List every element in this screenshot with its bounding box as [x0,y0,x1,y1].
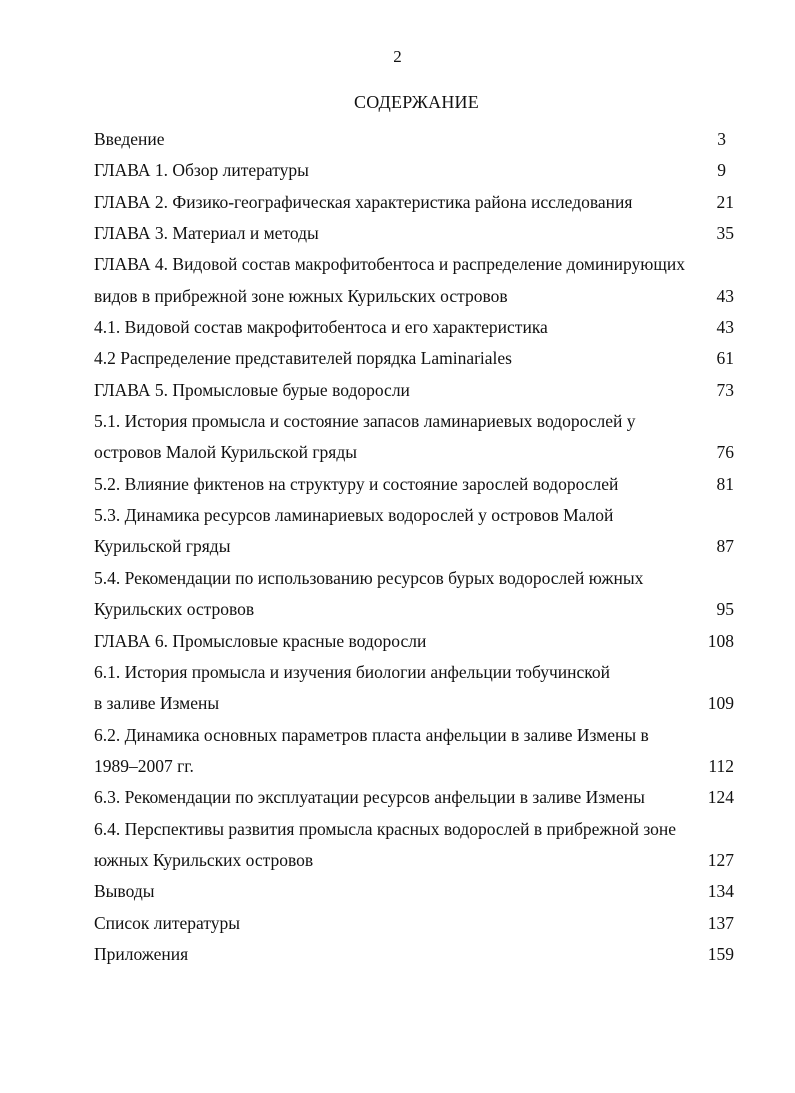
toc-entry-label: Приложения [94,943,189,964]
toc-entry-label: ГЛАВА 6. Промысловые красные водоросли [94,630,427,651]
toc-entry-page: 61 [716,348,734,369]
toc-entry-page: 9 [717,160,726,181]
toc-entry-label: ГЛАВА 2. Физико-географическая характеристика района исследования [94,191,633,212]
toc-entry-page: 3 [717,129,726,149]
toc-entry [94,249,734,280]
toc-entry [94,469,734,500]
toc-entry-page: 43 [716,317,734,338]
toc-entry-page: 124 [707,787,734,808]
toc-entry-label: южных Курильских островов [94,849,314,870]
toc-entry-page: 134 [707,881,734,902]
toc-entry-label: 4.2 Распределение представителей порядка Laminariales [94,348,512,369]
toc-entry-page: 87 [716,536,734,557]
toc-entry-page: 127 [707,849,734,870]
toc-entry [94,657,734,688]
toc-entry-label: 5.2. Влияние фиктенов на структуру и состояние зарослей водорослей [94,473,619,494]
toc-entry [94,281,734,312]
toc-entry [94,563,734,594]
toc-entry-page: 95 [716,599,734,620]
toc-entry-label: островов Малой Курильской гряды [94,442,357,463]
toc-entry [94,312,734,343]
toc-entry-label: в заливе Измены [94,693,220,714]
toc-entry [94,751,734,782]
toc-entry-page: 35 [716,223,734,244]
toc-entry [94,437,734,468]
toc-entry [94,500,734,531]
toc-entry [94,406,734,437]
toc-entry [94,375,734,406]
toc-entry-page: 108 [707,630,734,651]
toc-entry-page: 76 [716,442,734,463]
table-of-contents [94,124,734,970]
toc-entry-label: видов в прибрежной зоне южных Курильских островов [94,285,508,306]
toc-entry [94,814,734,845]
toc-entry-label: 6.2. Динамика основных параметров пласта анфельции в заливе Измены в [94,724,649,745]
toc-entry-label: ГЛАВА 1. Обзор литературы [94,160,309,181]
toc-entry-label: 5.3. Динамика ресурсов ламинариевых водорослей у островов Малой [94,505,614,526]
toc-entry-label: Введение [94,129,165,149]
toc-entry-label: ГЛАВА 5. Промысловые бурые водоросли [94,379,410,400]
toc-entry-page: 73 [716,379,734,400]
toc-entry [94,124,734,155]
toc-entry-page: 137 [707,912,734,933]
toc-entry-label: Курильской гряды [94,536,231,557]
toc-entry-label: 6.3. Рекомендации по эксплуатации ресурсов анфельции в заливе Измены [94,787,645,808]
toc-entry-label: 5.1. История промысла и состояние запасов ламинариевых водорослей у [94,411,636,432]
toc-entry [94,594,734,625]
toc-entry [94,720,734,751]
toc-entry-page: 112 [708,755,734,776]
toc-entry-label: Выводы [94,881,155,902]
toc-entry [94,531,734,562]
toc-entry [94,218,734,249]
toc-entry [94,688,734,719]
toc-entry-label: ГЛАВА 3. Материал и методы [94,223,319,244]
toc-entry-label: Курильских островов [94,599,255,620]
toc-entry-label: 6.1. История промысла и изучения биологии анфельции тобучинской [94,661,611,682]
toc-title: СОДЕРЖАНИЕ [354,92,479,112]
toc-entry-label: 5.4. Рекомендации по использованию ресурсов бурых водорослей южных [94,567,644,588]
toc-entry-label: 4.1. Видовой состав макрофитобентоса и его характеристика [94,317,548,338]
toc-entry-label: 6.4. Перспективы развития промысла красных водорослей в прибрежной зоне [94,818,677,839]
toc-entry [94,626,734,657]
toc-entry-label: 1989–2007 гг. [94,755,194,776]
toc-entry-label: Список литературы [94,912,241,933]
toc-entry [94,187,734,218]
toc-entry-label: ГЛАВА 4. Видовой состав макрофитобентоса и распределение доминирующих [94,254,685,275]
toc-entry [94,939,734,970]
toc-entry-page: 43 [716,285,734,306]
toc-entry [94,908,734,939]
toc-entry [94,876,734,907]
toc-entry-page: 159 [707,943,734,964]
toc-entry [94,782,734,813]
toc-entry [94,343,734,374]
toc-entry [94,155,734,186]
toc-entry-page: 21 [716,191,734,212]
page-number: 2 [393,47,402,66]
toc-entry-page: 109 [707,693,734,714]
toc-entry-page: 81 [716,473,734,494]
toc-entry [94,845,734,876]
